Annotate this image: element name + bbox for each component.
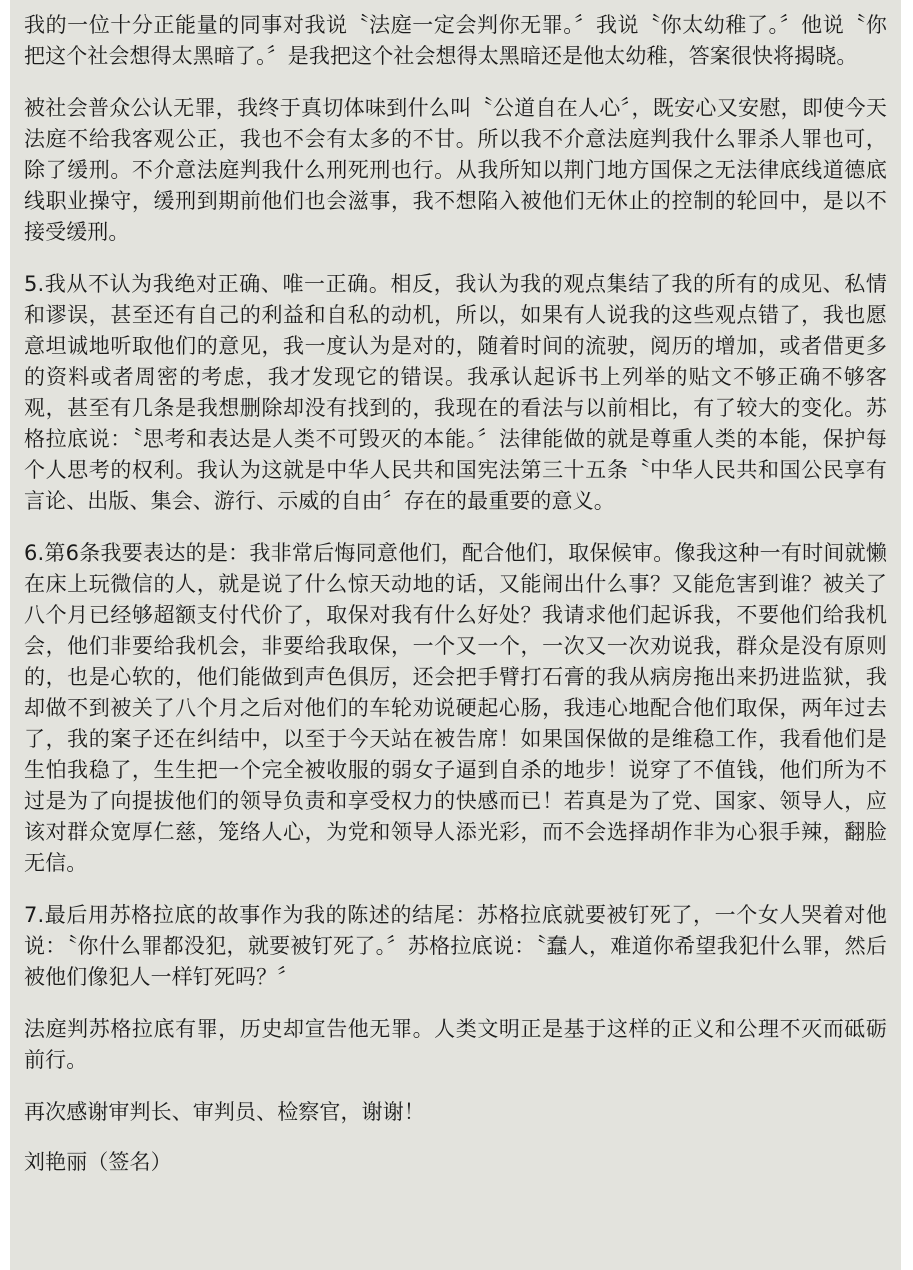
paragraph-point-7: 7.最后用苏格拉底的故事作为我的陈述的结尾：苏格拉底就要被钉死了，一个女人哭着对他说：〝你什么罪都没犯，就要被钉死了。〞苏格拉底说：〝蠢人，难道你希望我犯什么罪，然后被他们像犯人一样钉死吗？〞 [24,903,887,989]
paragraph-public-innocence: 被社会普众公认无罪，我终于真切体味到什么叫〝公道自在人心〞，既安心又安慰，即使今天法庭不给我客观公正，我也不会有太多的不甘。所以我不介意法庭判我什么罪杀人罪也可，除了缓刑。不介意法庭判我什么刑死刑也行。从我所知以荆门地方国保之无法律底线道德底线职业操守，缓刑到期前他们也会滋事，我不想陷入被他们无休止的控制的轮回中，是以不接受缓刑。 [24,96,887,244]
paragraph-colleague-remark: 我的一位十分正能量的同事对我说〝法庭一定会判你无罪。〞我说〝你太幼稚了。〞他说〝你把这个社会想得太黑暗了。〞是我把这个社会想得太黑暗还是他太幼稚，答案很快将揭晓。 [24,13,887,68]
paragraph-socrates-verdict: 法庭判苏格拉底有罪，历史却宣告他无罪。人类文明正是基于这样的正义和公理不灭而砥砺前行。 [24,1017,887,1072]
paragraph-point-6: 6.第6条我要表达的是：我非常后悔同意他们，配合他们，取保候审。像我这种一有时间就懒在床上玩微信的人，就是说了什么惊天动地的话，又能闹出什么事？又能危害到谁？被关了八个月已经够超额支付代价了，取保对我有什么好处？我请求他们起诉我，不要他们给我机会，他们非要给我机会，非要给我取保，一个又一个，一次又一次劝说我，群众是没有原则的，也是心软的，他们能做到声色俱厉，还会把手臂打石膏的我从病房拖出来扔进监狱，我却做不到被关了八个月之后对他们的车轮劝说硬起心肠，我违心地配合他们取保，两年过去了，我的案子还在纠结中，以至于今天站在被告席！如果国保做的是维稳工作，我看他们是生怕我稳了，生生把一个完全被收服的弱女子逼到自杀的地步！说穿了不值钱，他们所为不过是为了向提拔他们的领导负责和享受权力的快感而已！若真是为了党、国家、领导人，应该对群众宽厚仁慈，笼络人心，为党和领导人添光彩，而不会选择胡作非为心狠手辣，翻脸无信。 [24,541,887,875]
signature: 刘艳丽（签名） [24,1150,172,1174]
document-page [10,0,901,1270]
paragraph-thanks: 再次感谢审判长、审判员、检察官，谢谢！ [24,1100,425,1124]
paragraph-point-5: 5.我从不认为我绝对正确、唯一正确。相反，我认为我的观点集结了我的所有的成见、私情和谬误，甚至还有自己的利益和自私的动机，所以，如果有人说我的这些观点错了，我也愿意坦诚地听取他们的意见，我一度认为是对的，随着时间的流驶，阅历的增加，或者借更多的资料或者周密的考虑，我才发现它的错误。我承认起诉书上列举的贴文不够正确不够客观，甚至有几条是我想删除却没有找到的，我现在的看法与以前相比，有了较大的变化。苏格拉底说：〝思考和表达是人类不可毁灭的本能。〞法律能做的就是尊重人类的本能，保护每个人思考的权利。我认为这就是中华人民共和国宪法第三十五条〝中华人民共和国公民享有言论、出版、集会、游行、示威的自由〞存在的最重要的意义。 [24,272,887,513]
